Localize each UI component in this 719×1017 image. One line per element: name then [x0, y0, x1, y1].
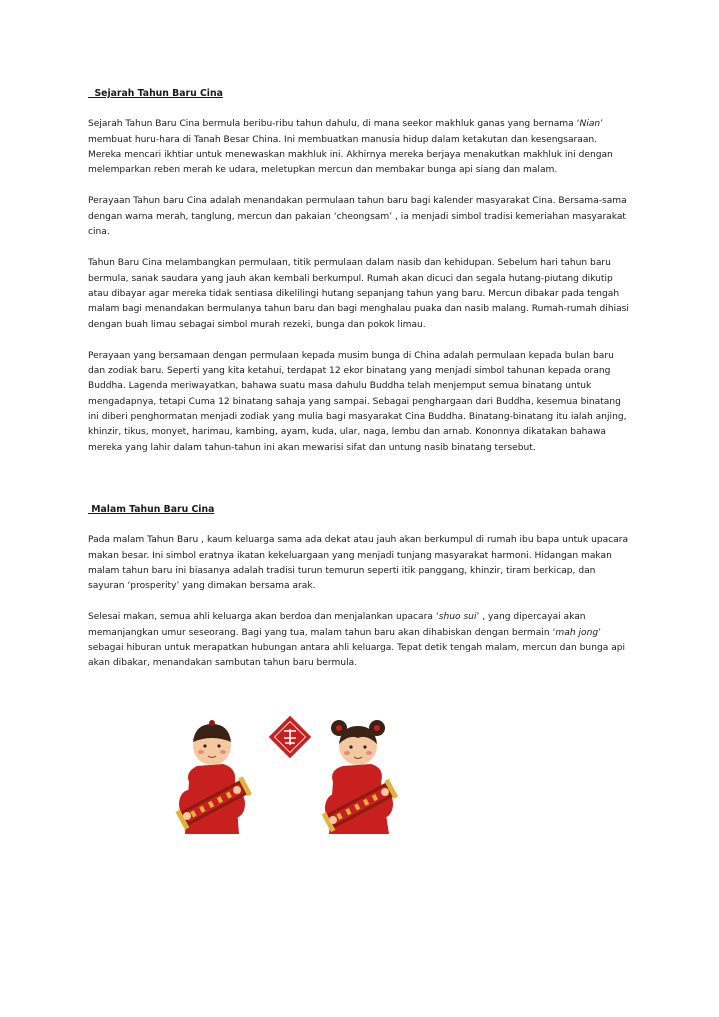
paragraph-history-1 [88, 117, 633, 178]
text-fragment: ’ sebagai hiburan untuk merapatkan hubungan antara ahli keluarga. Tepat detik tengah malam, mercun dan bunga api akan dibakar, menandakan sambutan tahun baru bermula. [88, 627, 626, 669]
paragraph-history-4: Perayaan yang bersamaan dengan permulaan kepada musim bunga di China adalah permulaan kepada bulan baru dan zodiak baru. Seperti yang kita ketahui, terdapat 12 ekor binatang yang menjadi simbol tahunan kepada orang Buddha. Lagenda meriwayatkan, bahawa suatu masa dahulu Buddha telah menjemput semua binatang untuk mengadapnya, tetapi Cuma 12 binatang sahaja yang sampai. Sebagai penghargaan dari Buddha, kesemua binatang ini diberi penghormatan menjadi zodiak yang mulia bagi masyarakat Cina Buddha. Binatang-binatang itu ialah anjing, khinzir, tikus, monyet, harimau, kambing, ayam, kuda, ular, naga, lembu dan arnab. Kononnya dikatakan bahawa mereka yang lahir dalam tahun-tahun ini akan mewarisi sifat dan untung nasib binatang tersebut. [88, 350, 627, 453]
paragraph-history-3: Tahun Baru Cina melambangkan permulaan, titik permulaan dalam nasib dan kehidupan. Sebelum hari tahun baru bermula, sanak saudara yang jauh akan kembali berkumpul. Rumah akan dicuci dan segala hutang-piutang dikutip atau dibayar agar mereka tidak sentiasa dikelilingi hutang sepanjang tahun yang baru. Mercun dibakar pada tengah malam bagi menandakan bermulanya tahun baru dan bagi menghalau puaka dan nasib malang. Rumah-rumah dihiasi dengan buah limau sebagai simbol murah rezeki, bunga dan pokok limau. [88, 258, 629, 330]
text-fragment: ’ membuat huru-hara di Tanah Besar China. Ini membuatkan manusia hidup dalam ketakutan dan kesengsaraan. Mereka mencari ikhtiar untuk menewaskan makhluk ini. Akhirnya mereka berjaya menakutkan makhluk ini dengan melemparkan reben merah ke udara, meletupkan mercun dan membakar bunga api siang dan malam. [88, 119, 613, 176]
italic-term: Nian [579, 119, 601, 130]
section-heading-eve: Malam Tahun Baru Cina [88, 503, 215, 515]
document-page [88, 86, 633, 688]
text-fragment: Selesai makan, semua ahli keluarga akan berdoa dan menjalankan upacara ‘ [88, 612, 439, 623]
chinese-new-year-illustration [175, 712, 410, 840]
italic-term: shuo sui [438, 612, 477, 623]
boy-figure [176, 720, 252, 834]
paragraph-history-2: Perayaan Tahun baru Cina adalah menandakan permulaan tahun baru bagi kalender masyarakat Cina. Bersama-sama dengan warna merah, tanglung, mercun dan pakaian ‘cheongsam’ , ia menjadi simbol tradisi kemeriahan masyarakat cina. [88, 196, 627, 238]
girl-figure [322, 720, 398, 834]
section-heading-history: Sejarah Tahun Baru Cina [88, 88, 223, 99]
text-fragment: Sejarah Tahun Baru Cina bermula beribu-ribu tahun dahulu, di mana seekor makhluk ganas yang bernama ‘ [88, 119, 580, 130]
fortune-diamond-emblem [269, 716, 311, 758]
text-fragment: ’ , yang dipercayai akan memanjangkan umur seseorang. Bagi yang tua, malam tahun baru akan dihabiskan dengan bermain ‘ [88, 612, 586, 638]
italic-term: mah jong [555, 627, 599, 638]
section-spacer [88, 472, 633, 502]
paragraph-eve-2 [88, 610, 633, 671]
paragraph-eve-1: Pada malam Tahun Baru , kaum keluarga sama ada dekat atau jauh akan berkumpul di rumah ibu bapa untuk upacara makan besar. Ini simbol eratnya ikatan kekeluargaan yang menjadi tunjang masyarakat harmoni. Hidangan makan malam tahun baru ini biasanya adalah tradisi turun temurun seperti itik panggang, khinzir, tiram berkicap, dan sayuran ‘prosperity’ yang dimakan bersama arak. [88, 535, 629, 592]
